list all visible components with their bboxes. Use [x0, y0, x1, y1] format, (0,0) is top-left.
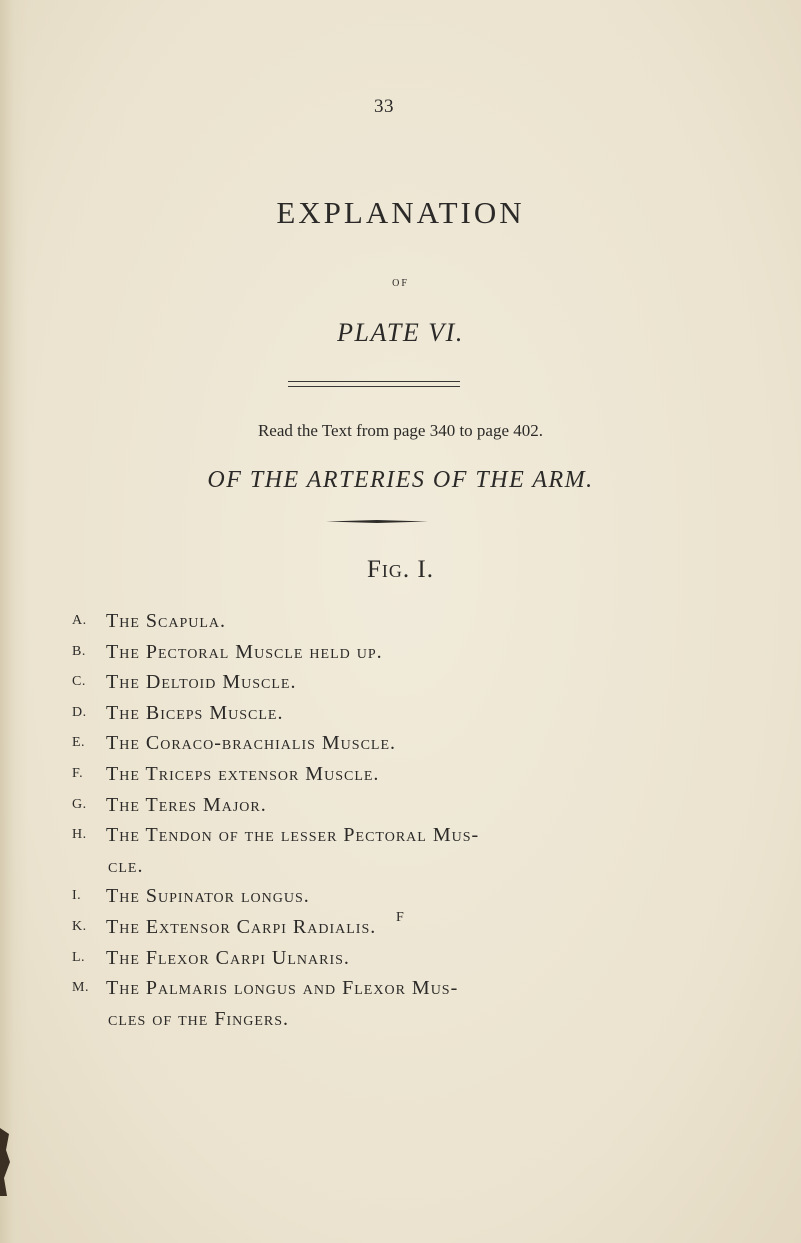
legend-item [72, 820, 732, 881]
legend-key: M. [72, 980, 89, 996]
page-heading: EXPLANATION [276, 195, 525, 230]
legend-text-continuation: cles of the Fingers. [108, 1007, 290, 1030]
legend-item [72, 790, 732, 821]
legend-key: F. [72, 765, 84, 781]
legend-item [72, 667, 732, 698]
legend-item [72, 728, 732, 759]
legend-key: H. [72, 827, 87, 843]
legend-item [72, 637, 732, 668]
figure-title: Fig. I. [367, 556, 434, 583]
legend-text: The Coraco-brachialis Muscle. [106, 732, 397, 755]
legend-text: The Scapula. [106, 610, 227, 632]
legend-item [72, 943, 732, 974]
signature-mark: F [396, 910, 404, 925]
legend-key: C. [72, 674, 86, 690]
legend-text: The Flexor Carpi Ulnaris. [106, 946, 350, 969]
legend-item [72, 881, 732, 912]
legend-text: The Extensor Carpi Radialis. [106, 915, 377, 938]
legend-key: E. [72, 735, 86, 751]
section-title: OF THE ARTERIES OF THE ARM. [207, 467, 594, 493]
heading-of: OF [392, 278, 409, 289]
page-gutter-shadow [0, 0, 28, 1243]
legend-item [72, 973, 732, 1034]
legend-text: The Biceps Muscle. [106, 701, 284, 724]
legend-key: A. [72, 613, 87, 628]
legend-item [72, 759, 732, 790]
legend-text-continuation: cle. [108, 854, 144, 877]
legend-text: The Pectoral Muscle held up. [106, 640, 383, 663]
legend-key: G. [72, 796, 87, 812]
legend-item [72, 606, 732, 637]
legend-text: The Triceps extensor Muscle. [106, 762, 380, 785]
page-number: 33 [374, 96, 394, 117]
figure-legend [72, 606, 732, 1034]
legend-key: B. [72, 643, 86, 659]
page-edge-stain [0, 1128, 12, 1196]
legend-text: The Supinator longus. [106, 885, 310, 908]
legend-text: The Palmaris longus and Flexor Mus- [106, 977, 459, 1000]
legend-key: K. [72, 918, 87, 934]
double-rule-divider [288, 381, 460, 387]
legend-key: I. [72, 888, 82, 904]
legend-text: The Tendon of the lesser Pectoral Mus- [106, 824, 480, 847]
legend-key: D. [72, 704, 87, 720]
legend-text: The Deltoid Muscle. [106, 671, 297, 694]
legend-key: L. [72, 949, 86, 965]
swelled-rule-divider [326, 520, 428, 523]
plate-title: PLATE VI. [337, 318, 464, 347]
read-note: Read the Text from page 340 to page 402. [257, 421, 544, 440]
legend-text: The Teres Major. [106, 793, 267, 816]
legend-item [72, 698, 732, 729]
